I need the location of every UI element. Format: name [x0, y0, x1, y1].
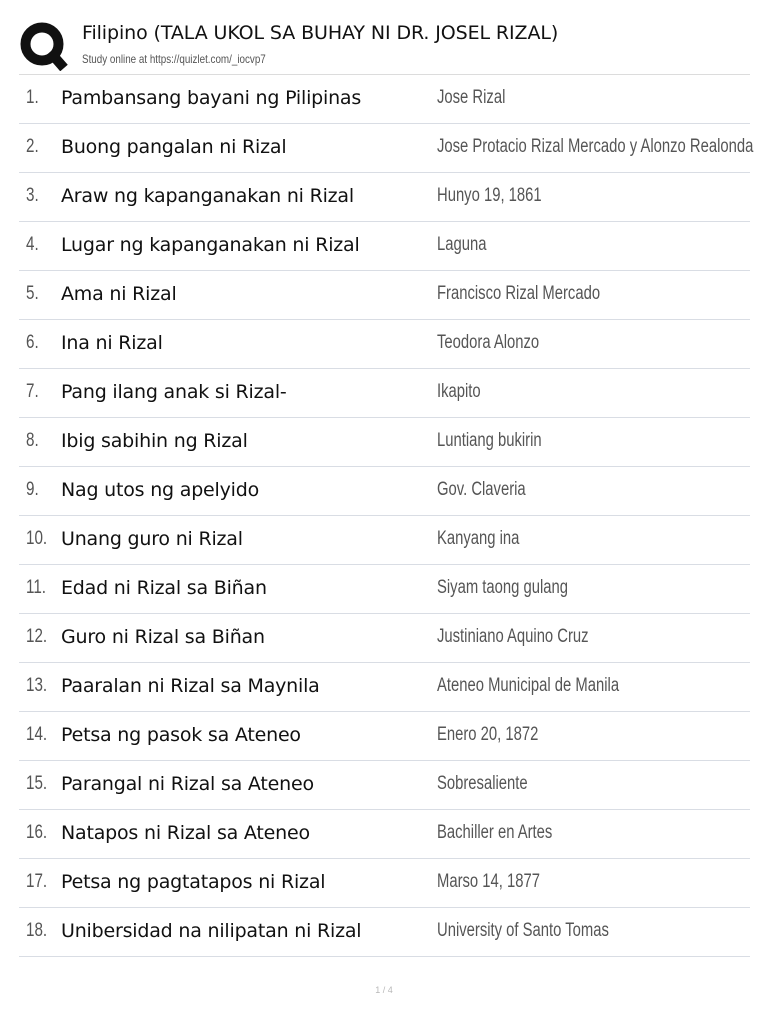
- item-number: 5.: [26, 283, 39, 304]
- item-number: 13.: [26, 675, 48, 696]
- item-definition: Teodora Alonzo: [437, 332, 540, 353]
- item-number: 7.: [26, 381, 39, 402]
- item-definition: Laguna: [437, 234, 487, 255]
- item-definition: Sobresaliente: [437, 773, 528, 794]
- item-definition: Ateneo Municipal de Manila: [437, 675, 620, 696]
- list-item: [19, 663, 750, 712]
- item-definition: Siyam taong gulang: [437, 577, 569, 598]
- item-term: Edad ni Rizal sa Biñan: [61, 577, 267, 599]
- item-term: Petsa ng pasok sa Ateneo: [61, 724, 301, 746]
- item-definition: Kanyang ina: [437, 528, 520, 549]
- item-number: 17.: [26, 871, 48, 892]
- item-term: Parangal ni Rizal sa Ateneo: [61, 773, 314, 795]
- flashcard-list: [19, 75, 754, 957]
- item-term: Araw ng kapanganakan ni Rizal: [61, 185, 354, 207]
- item-term: Natapos ni Rizal sa Ateneo: [61, 822, 310, 844]
- list-item: [19, 614, 750, 663]
- page-indicator: 1 / 4: [375, 985, 393, 995]
- item-term: Ibig sabihin ng Rizal: [61, 430, 248, 452]
- list-item: [19, 565, 750, 614]
- page-header: [19, 18, 750, 74]
- item-number: 11.: [26, 577, 47, 598]
- item-number: 18.: [26, 920, 48, 941]
- list-item: [19, 173, 750, 222]
- item-definition: Francisco Rizal Mercado: [437, 283, 601, 304]
- item-number: 1.: [26, 87, 39, 108]
- item-definition: Justiniano Aquino Cruz: [437, 626, 589, 647]
- item-term: Ama ni Rizal: [61, 283, 177, 305]
- list-item: [19, 369, 750, 418]
- item-term: Paaralan ni Rizal sa Maynila: [61, 675, 320, 697]
- item-definition: Bachiller en Artes: [437, 822, 553, 843]
- item-number: 3.: [26, 185, 39, 206]
- item-definition: Enero 20, 1872: [437, 724, 539, 745]
- item-number: 15.: [26, 773, 48, 794]
- item-number: 6.: [26, 332, 39, 353]
- item-number: 4.: [26, 234, 39, 255]
- list-item: [19, 467, 750, 516]
- item-number: 10.: [26, 528, 48, 549]
- list-item: [19, 712, 750, 761]
- item-definition: Ikapito: [437, 381, 481, 402]
- item-term: Guro ni Rizal sa Biñan: [61, 626, 265, 648]
- list-item: [19, 222, 750, 271]
- item-number: 2.: [26, 136, 39, 157]
- list-item: [19, 124, 754, 173]
- item-definition: Jose Rizal: [437, 87, 506, 108]
- item-term: Petsa ng pagtatapos ni Rizal: [61, 871, 326, 893]
- list-item: [19, 761, 750, 810]
- item-number: 16.: [26, 822, 48, 843]
- item-definition: Jose Protacio Rizal Mercado y Alonzo Realonda: [437, 136, 754, 157]
- item-definition: University of Santo Tomas: [437, 920, 609, 941]
- item-definition: Marso 14, 1877: [437, 871, 540, 892]
- item-definition: Gov. Claveria: [437, 479, 526, 500]
- item-number: 8.: [26, 430, 39, 451]
- item-term: Unibersidad na nilipatan ni Rizal: [61, 920, 362, 942]
- item-term: Buong pangalan ni Rizal: [61, 136, 287, 158]
- item-definition: Luntiang bukirin: [437, 430, 542, 451]
- item-term: Unang guro ni Rizal: [61, 528, 243, 550]
- list-item: [19, 75, 750, 124]
- list-item: [19, 908, 750, 957]
- list-item: [19, 859, 750, 908]
- list-item: [19, 320, 750, 369]
- item-term: Nag utos ng apelyido: [61, 479, 260, 501]
- list-item: [19, 810, 750, 859]
- list-item: [19, 418, 750, 467]
- item-term: Ina ni Rizal: [61, 332, 163, 354]
- item-term: Lugar ng kapanganakan ni Rizal: [61, 234, 360, 256]
- list-item: [19, 271, 750, 320]
- item-term: Pambansang bayani ng Pilipinas: [61, 87, 362, 109]
- study-online-link-text: Study online at https://quizlet.com/_iocvp7: [82, 52, 266, 66]
- item-number: 12.: [26, 626, 48, 647]
- item-number: 14.: [26, 724, 48, 745]
- quizlet-q-logo-icon: [19, 21, 69, 71]
- item-term: Pang ilang anak si Rizal-: [61, 381, 287, 403]
- list-item: [19, 516, 750, 565]
- item-number: 9.: [26, 479, 39, 500]
- document-title: Filipino (TALA UKOL SA BUHAY NI DR. JOSEL RIZAL): [82, 22, 559, 44]
- item-definition: Hunyo 19, 1861: [437, 185, 542, 206]
